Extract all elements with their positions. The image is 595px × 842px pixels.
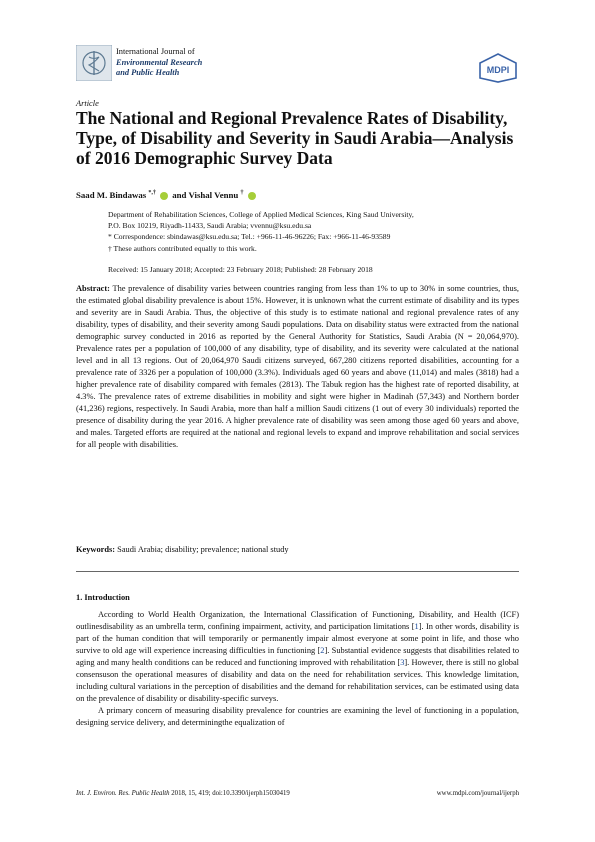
author-marks: *,† bbox=[148, 190, 156, 197]
mdpi-logo-text: MDPI bbox=[486, 65, 510, 75]
keywords-label: Keywords: bbox=[76, 545, 116, 554]
footer-citation bbox=[76, 790, 290, 797]
footer-citation-text: 2018, 15, 419; doi:10.3390/ijerph15030419 bbox=[171, 790, 290, 797]
citation-link[interactable]: 3 bbox=[400, 658, 405, 667]
footer-journal: Int. J. Environ. Res. Public Health bbox=[76, 790, 170, 797]
author-marks: † bbox=[240, 190, 244, 197]
journal-logo-icon bbox=[76, 45, 112, 81]
citation-link[interactable]: 1 bbox=[414, 622, 419, 631]
section-body bbox=[76, 609, 519, 729]
section-divider bbox=[76, 571, 519, 572]
journal-name-line2: Environmental Research bbox=[116, 57, 203, 67]
affiliation-line: Department of Rehabilitation Sciences, College of Applied Medical Sciences, King Saud University, bbox=[108, 210, 414, 219]
article-type: Article bbox=[76, 99, 99, 108]
keywords-text: Saudi Arabia; disability; prevalence; national study bbox=[117, 545, 289, 554]
author-name: Vishal Vennu bbox=[188, 190, 239, 200]
section-heading: 1. Introduction bbox=[76, 593, 130, 602]
journal-name-line1: International Journal of bbox=[116, 47, 195, 56]
abstract-text: The prevalence of disability varies between countries ranging from less than 1% to up to 30% in some countries, thus, the estimated global disability prevalence is about 15%. However, it is unknown what the current estimate of disability and its types and severity are in Saudi Arabia. Thus, the objective of this study is to estimate national and regional prevalence rates of any disability, types of disability, and their severity among Saudi populations. Data on disability status were extracted from the national demographic survey conducted in 2016 as reported by the General Authority for Statistics, Saudi Arabia (N = 20,064,970). Prevalence rates per a population of 100,000 of any disability, type of disability, and its severity were calculated at the national level and in all 13 regions. Out of 20,064,970 Saudi citizens surveyed, 667,280 citizens reported disabilities, accounting for a prevalence rate of 3326 per a population of 100,000 (3.3%). Individuals aged 60 years and above (11,014) and males (3818) had a higher prevalence rate of disability compared with females (2813). The Tabuk region has the highest rate of reported disability, at 4.3%. The prevalence rates of extreme disabilities in mobility and sight were higher in Madinah (57,343) and Northern border (41,236) regions, respectively. In Saudi Arabia, more than half a million Saudi citizens (1 out of every 30 individuals) reported the presence of disability during the year 2016. A higher prevalence rate of disability was seen among those aged 60 years and above, and males. Targeted efforts are required at the national and regional levels to expand and improve rehabilitation and social services for all people with disabilities. bbox=[76, 284, 519, 449]
affiliation-block bbox=[108, 209, 528, 254]
abstract-label: Abstract: bbox=[76, 284, 110, 293]
citation-link[interactable]: 2 bbox=[320, 646, 325, 655]
paragraph-text: ]. However, there is still no global consensuson the operational measures of disability and data on the need for rehabilitation services. This knowledge limitation, including cultural variations in the perception of disabilities and the demand for rehabilitation services, can be estimated using data on the prevalence of disability or disability-specific surveys. bbox=[76, 658, 519, 703]
paragraph-text: ]. Substantial evidence suggests that disabilities related to aging and many health conditions can be reduced and functioning improved with rehabilitation [ bbox=[76, 646, 520, 667]
equal-contribution-note: † These authors contributed equally to this work. bbox=[108, 243, 257, 253]
author-list bbox=[76, 190, 258, 200]
article-title: The National and Regional Prevalence Rates of Disability, Type, of Disability and Severity in Saudi Arabia—Analysis of 2016 Demographic Survey Data bbox=[76, 108, 514, 168]
mdpi-logo-icon bbox=[478, 53, 518, 83]
correspondence-line: * Correspondence: sbindawas@ksu.edu.sa; Tel.: +966-11-46-96226; Fax: +966-11-46-93589 bbox=[108, 232, 391, 242]
paragraph-text: According to World Health Organization, the International Classification of Functioning, Disability, and Health (ICF) outlinesdisability as an umbrella term, confining impairment, activity, and participation limitations [ bbox=[76, 610, 519, 631]
footer-url[interactable]: www.mdpi.com/journal/ijerph bbox=[436, 790, 519, 797]
orcid-icon[interactable] bbox=[248, 192, 256, 200]
paragraph: A primary concern of measuring disability prevalence for countries are examining the level of functioning in a population, designing service delivery, and determiningthe equalization of bbox=[76, 706, 519, 727]
publication-dates: Received: 15 January 2018; Accepted: 23 February 2018; Published: 28 February 2018 bbox=[108, 265, 373, 274]
abstract bbox=[76, 283, 519, 451]
affiliation-line: P.O. Box 10219, Riyadh-11433, Saudi Arabia; vvennu@ksu.edu.sa bbox=[108, 221, 312, 231]
paragraph-text: ]. In other words, disability is part of the human condition that will temporarily or permanently impair almost everyone at some point in life, and those who survive to old age will experience increasing difficulties in functioning [ bbox=[76, 622, 519, 655]
paragraph bbox=[76, 609, 519, 705]
journal-name-line3: and Public Health bbox=[116, 68, 180, 77]
author-conjunction: and bbox=[172, 190, 187, 200]
journal-name bbox=[116, 47, 202, 79]
orcid-icon[interactable] bbox=[160, 192, 168, 200]
author-name: Saad M. Bindawas bbox=[76, 190, 147, 200]
keywords bbox=[76, 544, 519, 556]
